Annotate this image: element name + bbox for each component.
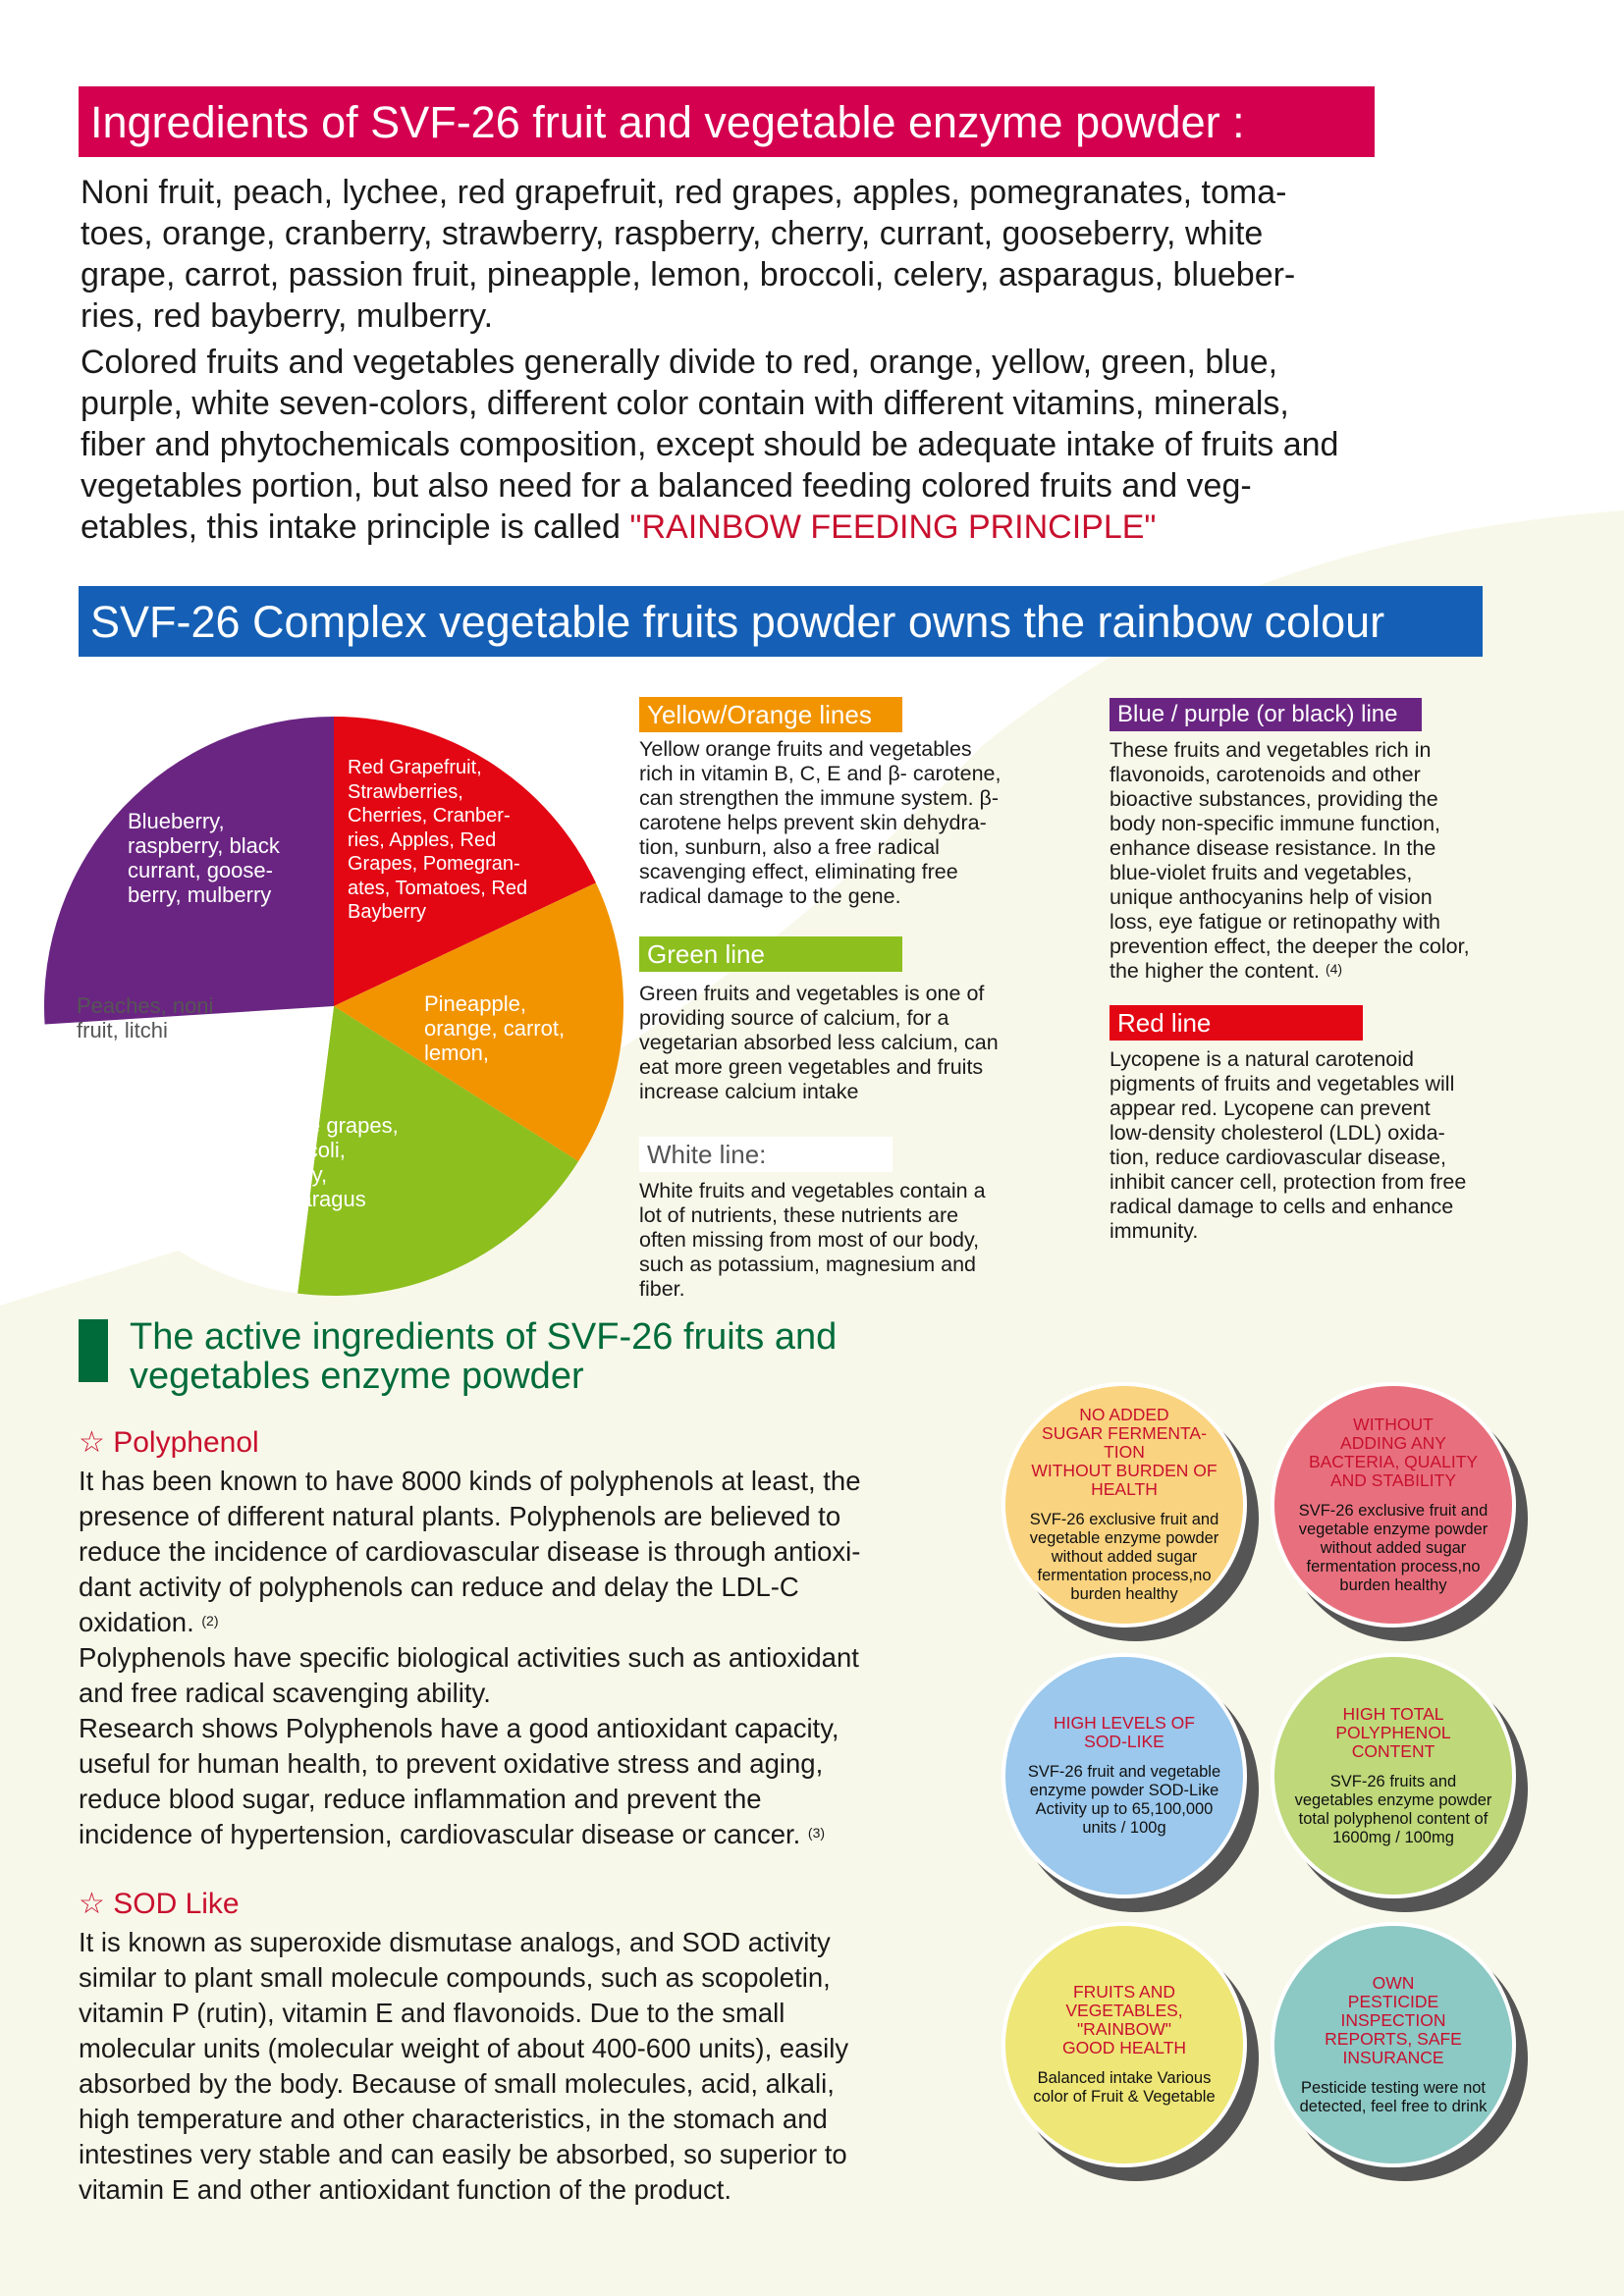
- rainbow-prefix: etables, this intake principle is called: [81, 508, 630, 546]
- legend-purple-line: flavonoids, carotenoids and other: [1110, 763, 1421, 786]
- circle-text-line: fermentation process,no: [1037, 1567, 1212, 1584]
- legend-red-line: immunity.: [1110, 1219, 1199, 1243]
- circle-face: [1271, 1922, 1516, 2167]
- pie-label-line: Peaches, noni: [77, 993, 214, 1018]
- legend-white-head: White line:: [639, 1137, 893, 1172]
- sod-line: It is known as superoxide dismutase analogs, and SOD activity: [79, 1927, 831, 1957]
- polyphenol-title: ☆ Polyphenol: [79, 1426, 259, 1459]
- reference-3: (3): [807, 1825, 826, 1841]
- sod-line: vitamin E and other antioxidant function of the product.: [79, 2174, 731, 2205]
- legend-green-line: eat more green vegetables and fruits: [639, 1055, 984, 1079]
- pie-label-line: raspberry, black: [128, 833, 280, 858]
- pie-label-line: orange, carrot,: [424, 1016, 566, 1041]
- circle-text-line: detected, feel free to drink: [1299, 2097, 1488, 2115]
- pie-label-purple: [128, 809, 324, 907]
- pie-label-line: asparagus: [265, 1187, 366, 1211]
- pie-label-line: Red Grapefruit,: [348, 757, 482, 778]
- pie-label-line: berry, mulberry: [128, 882, 272, 907]
- pie-label-line: ries, Apples, Red: [348, 828, 497, 851]
- legend-red-line: Lycopene is a natural carotenoid: [1110, 1047, 1414, 1071]
- rainbow-line: fiber and phytochemicals composition, except should be adequate intake of fruits and: [81, 426, 1339, 463]
- circle-text-line: SVF-26 fruit and vegetable: [1027, 1763, 1221, 1781]
- circle-title: [1325, 1974, 1462, 2067]
- circle-title-line: VEGETABLES,: [1065, 2001, 1183, 2020]
- legend-yellow-line: tion, sunburn, also a free radical: [639, 835, 940, 859]
- pie-label-line: lemon,: [424, 1041, 490, 1065]
- polyphenol-line: dant activity of polyphenols can reduce and delay the LDL-C: [79, 1572, 799, 1602]
- legend-purple-line: These fruits and vegetables rich in: [1110, 738, 1432, 762]
- circle-face: [1001, 1382, 1247, 1628]
- circle-title: [1054, 1714, 1195, 1751]
- pie-label-line: broccoli,: [265, 1138, 346, 1162]
- legend-purple-line: body non-specific immune function,: [1110, 812, 1441, 835]
- polyphenol-cancer: incidence of hypertension, cardiovascular disease or cancer.: [79, 1819, 808, 1849]
- circle-text-line: color of Fruit & Vegetable: [1033, 2088, 1216, 2106]
- sod-line: intestines very stable and can easily be absorbed, so superior to: [79, 2139, 847, 2169]
- legend-yellow-line: scavenging effect, eliminating free: [639, 860, 958, 883]
- legend-white-line: White fruits and vegetables contain a: [639, 1179, 986, 1202]
- circle-text-line: enzyme powder SOD-Like: [1029, 1782, 1219, 1799]
- circle-text-line: total polyphenol content of: [1298, 1809, 1489, 1828]
- circle-title-line: TION: [1104, 1442, 1145, 1462]
- legend-yellow-body: [639, 737, 1091, 909]
- circle-title-line: INSURANCE: [1342, 2047, 1444, 2067]
- circle-text-line: SVF-26 fruits and: [1329, 1772, 1457, 1790]
- ingredients-title: Ingredients of SVF-26 fruit and vegetable enzyme powder :: [90, 97, 1245, 147]
- ingredients-line: grape, carrot, passion fruit, pineapple, lemon, broccoli, celery, asparagus, blueber-: [81, 256, 1296, 294]
- legend-purple-line: loss, eye fatigue or retinopathy with: [1110, 910, 1441, 934]
- circle-title-line: HEALTH: [1091, 1479, 1158, 1499]
- polyphenol-text: [79, 1464, 982, 1852]
- rainbow-principle: "RAINBOW FEEDING PRINCIPLE": [629, 508, 1157, 546]
- ingredients-line: ries, red bayberry, mulberry.: [81, 297, 494, 335]
- circle-title-line: PESTICIDE: [1347, 1991, 1439, 2011]
- rainbow-line-last: [81, 507, 1593, 548]
- circle-text: [1028, 1763, 1220, 1838]
- pie-label-line: Grapes, Pomegran-: [348, 853, 520, 875]
- feature-circle-no-sugar: [1001, 1382, 1257, 1637]
- legend-purple-head: Blue / purple (or black) line: [1110, 698, 1422, 731]
- sod-line: molecular units (molecular weight of about 400-600 units), easily: [79, 2033, 849, 2063]
- circle-text-line: Activity up to 65,100,000: [1035, 1800, 1214, 1818]
- feature-circle-no-bacteria: [1271, 1382, 1526, 1637]
- legend-green-line: providing source of calcium, for a: [639, 1006, 949, 1030]
- circle-title-line: WITHOUT: [1353, 1414, 1434, 1434]
- pie-label-line: fruit, litchi: [77, 1018, 168, 1042]
- legend-green-head: Green line: [639, 936, 902, 972]
- active-title-line: The active ingredients of SVF-26 fruits and: [130, 1316, 838, 1358]
- circle-text-line: vegetables enzyme powder: [1294, 1790, 1492, 1809]
- circle-title-line: ADDING ANY: [1340, 1432, 1446, 1453]
- circle-text-line: 1600mg / 100mg: [1332, 1828, 1454, 1846]
- pie-label-line: Cherries, Cranber-: [348, 805, 511, 827]
- circle-text-line: units / 100g: [1082, 1819, 1166, 1837]
- legend-purple-line-last: [1110, 959, 1600, 984]
- circle-title-line: OWN: [1372, 1972, 1415, 1993]
- legend-yellow-line: rich in vitamin B, C, E and β- carotene,: [639, 762, 1001, 785]
- legend-yellow-line: carotene helps prevent skin dehydra-: [639, 811, 987, 834]
- circle-text: [1300, 2079, 1488, 2116]
- circle-title-line: HIGH TOTAL: [1342, 1703, 1444, 1724]
- circle-title-line: HIGH LEVELS OF: [1054, 1713, 1195, 1733]
- circle-text-line: vegetable enzyme powder: [1029, 1529, 1219, 1547]
- polyphenol-line: presence of different natural plants. Polyphenols are believed to: [79, 1501, 841, 1531]
- legend-green-body: [639, 982, 1091, 1104]
- polyphenol-line-last: [79, 1817, 982, 1852]
- legend-red-body: [1110, 1047, 1600, 1244]
- legend-purple-line: unique anthocyanins help of vision: [1110, 885, 1433, 909]
- circle-text: [1295, 1773, 1492, 1847]
- circle-title: [1309, 1415, 1478, 1490]
- section-marker: [79, 1319, 108, 1382]
- pie-label-line: Blueberry,: [128, 809, 225, 833]
- rainbow-paragraph: [81, 342, 1593, 548]
- rainbow-line: purple, white seven-colors, different color contain with different vitamins, minerals,: [81, 385, 1289, 422]
- circle-text: [1030, 1511, 1219, 1604]
- feature-circle-sod-like: [1001, 1653, 1257, 1908]
- legend-green-line: Green fruits and vegetables is one of: [639, 982, 985, 1005]
- circle-title-line: INSPECTION: [1340, 2009, 1446, 2030]
- polyphenol-line-last: [79, 1605, 982, 1640]
- circle-text-line: burden healthy: [1070, 1585, 1178, 1603]
- circle-face: [1001, 1653, 1247, 1898]
- legend-green-line: vegetarian absorbed less calcium, can: [639, 1031, 999, 1054]
- circle-title-line: SOD-LIKE: [1084, 1732, 1164, 1751]
- polyphenol-oxidation: oxidation.: [79, 1607, 202, 1637]
- circle-text-line: without added sugar: [1320, 1538, 1467, 1557]
- sod-line: absorbed by the body. Because of small molecules, acid, alkali,: [79, 2068, 835, 2099]
- sod-text: [79, 1925, 982, 2208]
- legend-white-line: such as potassium, magnesium and: [639, 1253, 976, 1276]
- circle-text-line: without added sugar: [1051, 1548, 1198, 1566]
- polyphenol-line: Research shows Polyphenols have a good antioxidant capacity,: [79, 1713, 839, 1743]
- sod-line: similar to plant small molecule compounds, such as scopoletin,: [79, 1962, 831, 1993]
- circle-title-line: FRUITS AND: [1072, 1982, 1176, 2002]
- circle-face: [1001, 1922, 1247, 2167]
- legend-red-line: low-density cholesterol (LDL) oxida-: [1110, 1121, 1445, 1145]
- polyphenol-line: It has been known to have 8000 kinds of polyphenols at least, the: [79, 1466, 861, 1496]
- circle-title-line: SUGAR FERMENTA-: [1042, 1423, 1207, 1443]
- pie-label-red: [348, 756, 573, 925]
- pie-label-green: [265, 1113, 461, 1211]
- pie-label-line: Bayberry: [348, 901, 427, 923]
- legend-yellow-head: Yellow/Orange lines: [639, 697, 902, 732]
- legend-green-line: increase calcium intake: [639, 1080, 859, 1103]
- ingredients-line: toes, orange, cranberry, strawberry, raspberry, cherry, currant, gooseberry, white: [81, 215, 1264, 252]
- pie-label-line: currant, goose-: [128, 858, 273, 882]
- circle-title: [1335, 1705, 1450, 1761]
- circle-title-line: CONTENT: [1351, 1740, 1435, 1761]
- active-title-line: vegetables enzyme powder: [130, 1356, 584, 1397]
- polyphenol-line: reduce the incidence of cardiovascular disease is through antioxi-: [79, 1536, 861, 1567]
- circle-face: [1271, 1382, 1516, 1628]
- circle-title-line: "RAINBOW": [1076, 2019, 1172, 2039]
- circle-text-line: SVF-26 exclusive fruit and: [1298, 1501, 1489, 1520]
- legend-purple-line: blue-violet fruits and vegetables,: [1110, 861, 1413, 884]
- legend-red-line: radical damage to cells and enhance: [1110, 1195, 1454, 1218]
- legend-purple-line: bioactive substances, providing the: [1110, 787, 1438, 811]
- rainbow-title-bar: [79, 586, 1483, 657]
- ingredients-title-bar: [79, 86, 1375, 157]
- pie-label-line: celery,: [265, 1162, 328, 1187]
- circle-title-line: POLYPHENOL: [1335, 1722, 1451, 1742]
- ingredients-list: [81, 172, 1553, 337]
- circle-title-line: GOOD HEALTH: [1061, 2038, 1187, 2057]
- circle-title: [1031, 1406, 1217, 1499]
- rainbow-title: SVF-26 Complex vegetable fruits powder owns the rainbow colour: [90, 597, 1385, 647]
- legend-red-head: Red line: [1110, 1005, 1363, 1041]
- polyphenol-line: Polyphenols have specific biological activities such as antioxidant: [79, 1642, 859, 1673]
- circle-text-line: SVF-26 exclusive fruit and: [1029, 1511, 1219, 1528]
- legend-red-line: appear red. Lycopene can prevent: [1110, 1096, 1431, 1120]
- circle-title-line: REPORTS, SAFE: [1325, 2028, 1462, 2049]
- circle-face: [1271, 1653, 1516, 1898]
- legend-yellow-line: can strengthen the immune system. β-: [639, 786, 1000, 810]
- pie-label-line: ates, Tomatoes, Red: [348, 877, 528, 899]
- reference-2: (2): [201, 1613, 219, 1629]
- ingredients-line: Noni fruit, peach, lychee, red grapefruit, red grapes, apples, pomegranates, toma-: [81, 174, 1287, 211]
- circle-title: [1062, 1983, 1186, 2057]
- circle-title-line: NO ADDED: [1079, 1405, 1169, 1424]
- pie-label-line: Pineapple,: [424, 991, 526, 1016]
- pie-label-line: Strawberries,: [348, 780, 463, 803]
- legend-white-line: often missing from most of our body,: [639, 1228, 980, 1252]
- circle-title-line: WITHOUT BURDEN OF: [1031, 1461, 1218, 1480]
- legend-yellow-line: radical damage to the gene.: [639, 884, 901, 908]
- feature-circle-rainbow: [1001, 1922, 1257, 2177]
- legend-purple-line: enhance disease resistance. In the: [1110, 836, 1436, 860]
- circle-text-line: Pesticide testing were not: [1300, 2078, 1487, 2097]
- legend-purple-body: [1110, 738, 1600, 984]
- feature-circle-pesticide: [1271, 1922, 1526, 2177]
- polyphenol-line: useful for human health, to prevent oxidative stress and aging,: [79, 1748, 824, 1779]
- polyphenol-line: reduce blood sugar, reduce inflammation and prevent the: [79, 1784, 762, 1814]
- pie-label-line: White grapes,: [265, 1113, 399, 1138]
- pie-label-white: [77, 993, 273, 1042]
- legend-yellow-line: Yellow orange fruits and vegetables: [639, 737, 972, 761]
- reference-4: (4): [1325, 961, 1343, 977]
- legend-red-line: pigments of fruits and vegetables will: [1110, 1072, 1455, 1095]
- sod-line: high temperature and other characteristics, in the stomach and: [79, 2104, 828, 2134]
- feature-circle-polyphenol: [1271, 1653, 1526, 1908]
- legend-white-body: [639, 1179, 1091, 1302]
- circle-text-line: fermentation process,no: [1306, 1557, 1481, 1575]
- rainbow-line: Colored fruits and vegetables generally divide to red, orange, yellow, green, blue,: [81, 344, 1278, 381]
- legend-red-line: tion, reduce cardiovascular disease,: [1110, 1146, 1446, 1169]
- legend-purple-line: prevention effect, the deeper the color,: [1110, 934, 1470, 958]
- polyphenol-line: and free radical scavenging ability.: [79, 1678, 491, 1708]
- circle-text: [1033, 2069, 1215, 2107]
- sod-title: ☆ SOD Like: [79, 1888, 240, 1920]
- circle-text: [1299, 1502, 1489, 1595]
- rainbow-line: vegetables portion, but also need for a balanced feeding colored fruits and veg-: [81, 467, 1252, 505]
- legend-red-line: inhibit cancer cell, protection from free: [1110, 1170, 1467, 1194]
- circle-text-line: vegetable enzyme powder: [1298, 1520, 1489, 1538]
- sod-line: vitamin P (rutin), vitamin E and flavonoids. Due to the small: [79, 1998, 785, 2028]
- pie-label-orange: [424, 991, 621, 1065]
- legend-white-line: lot of nutrients, these nutrients are: [639, 1203, 959, 1227]
- legend-purple-last: the higher the content.: [1110, 959, 1326, 983]
- circle-title-line: AND STABILITY: [1329, 1469, 1457, 1490]
- circle-text-line: Balanced intake Various: [1037, 2069, 1212, 2087]
- legend-white-line: fiber.: [639, 1277, 685, 1301]
- circle-text-line: burden healthy: [1339, 1575, 1447, 1594]
- circle-title-line: BACTERIA, QUALITY: [1308, 1451, 1479, 1471]
- active-title: [130, 1317, 1013, 1396]
